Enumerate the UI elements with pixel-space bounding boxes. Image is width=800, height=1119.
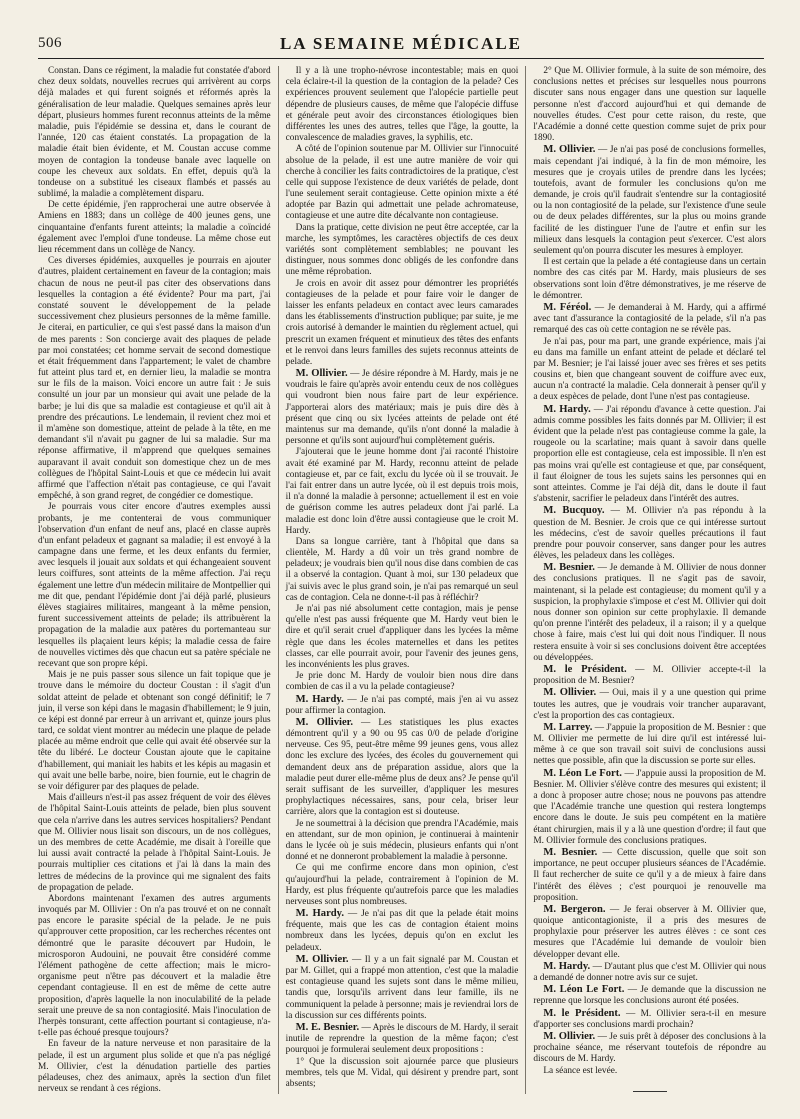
speaker-name: M. Ollivier. [543, 687, 597, 699]
closing-rule [633, 1091, 667, 1092]
speaker-name: M. Larrey. [543, 721, 593, 733]
paragraph [533, 1066, 766, 1077]
speaker-name: M. Hardy. [295, 908, 345, 920]
page-number: 506 [38, 35, 62, 51]
speaker-name: M. E. Besnier. [295, 1021, 360, 1033]
paragraph [286, 908, 519, 954]
paragraph [286, 954, 519, 1022]
speaker-name: M. Bucquoy. [543, 505, 605, 517]
journal-title: LA SEMAINE MÉDICALE [279, 34, 523, 53]
speaker-name: M. Ollivier. [295, 368, 348, 380]
paragraph-text: Mais je ne puis passer sous silence un fait topique que je trouve dans le mémoire du docteur Coustan : il s'agit d'un soldat atteint de pelade et obtenant son congé définitif; le 7 juin, il verse son képi dans le magasin d'habillement; le 9 juin, ce képi est donné par erreur à un arrivant et, quinze jours plus tard, ce soldat vient montrer au médecin une plaque de pelade placée au même endroit que celle qui avait été observée sur la tête du libéré. Le docteur Coustan ajoute que le capitaine d'habillement, qui maniait les habits et les képis au magasin et qui avait une belle barbe, noire, bien fournie, eut le chagrin de se voir défigurer par des plaques de pelade. [38, 670, 271, 792]
paragraph-text: Ces diverses épidémies, auxquelles je pourrais en ajouter d'autres, plaident certainement en faveur de la contagion; mais chacun de nous ne peut-il pas citer des observations dans lesquelles la contagion a été évidente? Pour ma part, j'ai constaté souvent le développement de la pelade successivement chez plusieurs personnes de la même famille. Je citerai, en particulier, ce qui s'est passé dans la maison d'un de mes parents : Son concierge avait des plaques de pelade par moi constatées; cet homme servait de second domestique et était fréquemment dans l'appartement; le valet de chambre fut atteint plus tard et, en dernier lieu, la maladie se montra sur le fils de la maison. Voici encore un autre fait : Je suis consulté un jour par un monsieur qui avait une pelade de la barbe; je lui dis que sa maladie est contagieuse et qu'il ait à prendre des précautions. Le lendemain, il revient chez moi et il m'amène son domestique, atteint de pelade à la tête, en me demandant s'il n'avait pu gagner de lui sa maladie. Sur ma réponse affirmative, il m'apprend que quelques semaines auparavant il avait conduit son domestique chez un de mes collègues de l'hôpital Saint-Louis et que ce médecin lui avait affirmé que l'affection n'était pas contagieuse, ce qui l'avait empêché, à son grand regret, de congédier ce domestique. [38, 256, 271, 502]
speaker-name: M. Féréol. [543, 301, 592, 313]
paragraph-text: De cette épidémie, j'en rapprocherai une autre observée à Amiens en 1883; dans un collège de 400 jeunes gens, une cinquantaine d'enfants furent atteints; la maladie a coïncidé également avec l'emploi d'une tondeuse. La même chose eut lieu récemment dans un collège de Nancy. [38, 200, 271, 255]
page-header [38, 28, 764, 68]
paragraph [533, 337, 766, 404]
paragraph [533, 722, 766, 768]
paragraph [533, 257, 766, 302]
paragraph [533, 1008, 766, 1031]
paragraph [286, 717, 519, 819]
paragraph-text: J'ajouterai que le jeune homme dont j'ai raconté l'histoire avait été examiné par M. Hardy, reconnu atteint de pelade contagieuse et, par ce fait, exclu du lycée où il se trouvait. Je l'ai fait entrer dans un autre lycée, où il est depuis trois mois, il n'a donné la maladie à personne; actuellement il est en voie de guérison comme les autres peladeux dont j'ai parlé. La maladie est donc loin d'être aussi contagieuse que le croit M. Hardy. [285, 447, 519, 536]
paragraph-text: — Je n'ai pas compté, mais j'en ai vu assez pour affirmer la contagion. [285, 694, 519, 716]
paragraph [533, 302, 766, 337]
paragraph [533, 505, 766, 562]
paragraph [533, 768, 766, 847]
paragraph-text: Dans la pratique, cette division ne peut être acceptée, car la marche, les symptômes, les caractères objectifs de ces deux variétés sont complètement semblables; ne pouvant les distinguer, nous sommes donc obligés de les confondre dans une même réprobation. [285, 222, 519, 278]
paragraph-text: Je prie donc M. Hardy de vouloir bien nous dire dans combien de cas il a vu la pelade contagieuse? [285, 671, 519, 693]
paragraph [286, 144, 519, 222]
paragraph [38, 670, 271, 793]
paragraph [286, 863, 519, 908]
paragraph [286, 368, 519, 447]
paragraph [38, 200, 271, 256]
paragraph-text: 2° Que M. Ollivier formule, à la suite de son mémoire, des conclusions nettes et précises sur lesquelles nous pourrons discuter sans nous engager dans une question sur laquelle personne n'est d'accord aujourd'hui et qui demande de nouvelles études. C'est pour cette raison, du reste, que l'Académie a donné cette question comme sujet de prix pour 1890. [533, 66, 767, 144]
paragraph [286, 671, 519, 693]
speaker-name: M. le Président. [543, 663, 627, 675]
paragraph [533, 1031, 766, 1066]
paragraph [38, 894, 271, 1039]
paragraph [286, 1022, 519, 1057]
paragraph-text: A côté de l'opinion soutenue par M. Ollivier sur l'innocuité absolue de la pelade, il est une autre manière de voir qui cherche à concilier les faits contradictoires de la pratique, c'est celle qui suppose l'existence de deux variétés de pelade, dont l'une seulement serait contagieuse. Cette opinion mixte a été adoptée par Bazin qui admettait une pelade achromateuse, contagieuse et une autre dite décalvante non contagieuse. [285, 144, 519, 222]
paragraph [533, 404, 766, 506]
speaker-name: M. Besnier. [543, 846, 598, 858]
paragraph-text: — Je suis prêt à déposer des conclusions à la prochaine séance, me réservant toutefois de répondre au discours de M. Hardy. [533, 1031, 767, 1065]
paragraph [286, 66, 519, 144]
paragraph [533, 984, 766, 1007]
speaker-name: M. Besnier. [543, 562, 595, 574]
speaker-name: M. Ollivier. [295, 716, 354, 728]
paragraph-text: — Les statistiques les plus exactes démontrent qu'il y a 90 ou 95 cas 0/0 de pelade d'origine nerveuse. Ces 95, peut-être même 99 jeunes gens, vous allez donc les exclure des lycées, des écoles du gouvernement qui demandent deux ans de préparation assidue, alors que la maladie peut durer elle-même plus de deux ans? Je pense qu'il serait suffisant de les surveiller, d'appliquer les mesures prophylactiques nécessaires, sans, pour cela, briser leur carrière, alors que la contagion est si douteuse. [285, 717, 519, 818]
speaker-name: M. Hardy. [543, 960, 591, 972]
paragraph-text: 1° Que la discussion soit ajournée parce que plusieurs membres, tels que M. Vidal, qui désirent y prendre part, sont absents; [285, 1056, 519, 1089]
paragraph-text: Il est certain que la pelade a été contagieuse dans un certain nombre des cas cités par M. Hardy, mais plusieurs de ses observations sont loin d'être démonstratives, je me réserve de le démontrer. [533, 257, 767, 301]
paragraph [533, 687, 766, 722]
speaker-name: M. le Président. [543, 1007, 621, 1019]
paragraph-text: Je n'ai pas nié absolument cette contagion, mais je pense qu'elle n'est pas aussi fréquente que M. Hardy veut bien le dire et qu'il serait cruel d'appliquer dans les lycées la même règle que dans les écoles maternelles et dans les petites classes, car elle pourrait avoir, pour l'avenir des jeunes gens, les inconvénients les plus graves. [285, 604, 519, 670]
paragraph [286, 279, 519, 369]
speaker-name: M. Léon Le Fort. [543, 767, 622, 779]
paragraph [286, 694, 519, 717]
paragraph-text: — Je n'ai pas posé de conclusions formelles, mais cependant j'ai indiqué, à la fin de mon mémoire, les mesures que je croyais utiles de prendre dans les lycées; toutefois, avant de formuler les conclusions qu'on me demande, je crois qu'il faudrait s'entendre sur la contagiosité ou la non contagiosité de la pelade, sur l'existence d'une seule ou de deux pelades différentes, sur la plus ou moins grande facilité de les distinguer l'une de l'autre et enfin sur les milieux dans lesquels la contagion peut s'exercer. C'est alors seulement qu'on pourra discuter les mesures à employer. [533, 145, 767, 256]
paragraph-text: Je n'ai pas, pour ma part, une grande expérience, mais j'ai eu dans ma famille un enfant atteint de pelade et déclaré tel par M. Besnier; je l'ai laissé jouer avec ses frères et ses petits cousins et, bien que changeant souvent de coiffure avec eux, aucun n'a contracté la maladie. Cela donnerait à penser qu'il y a deux espèces de pelade, dont l'une n'est pas contagieuse. [533, 336, 767, 403]
paragraph-text: Je crois en avoir dit assez pour démontrer les propriétés contagieuses de la pelade et pour faire voir le danger de laisser les enfants peladeux en contact avec leurs camarades dans les établissements d'instruction publique; par suite, je me crois autorisé à demander le maintien du règlement actuel, qui prescrit un examen fréquent et minutieux des têtes des enfants et le renvoi dans leurs familles des sujets reconnus atteints de pelade. [285, 278, 519, 367]
paragraph-text: — M. Ollivier sera-t-il en mesure d'apporter ses conclusions mardi prochain? [533, 1008, 767, 1030]
column-1 [38, 66, 278, 1094]
paragraph [533, 144, 766, 257]
paragraph [38, 502, 271, 670]
paragraph-text: — Je ferai observer à M. Ollivier que, quoique anticontagioniste, il a pris des mesures de prophylaxie pour préserver les autres élèves : ce sont ces mesures que l'Académie lui demande de vouloir bien développer devant elle. [533, 904, 767, 960]
speaker-name: M. Hardy. [543, 403, 591, 415]
paragraph [286, 1057, 519, 1091]
paragraph [533, 66, 766, 144]
paragraph [286, 447, 519, 537]
paragraph [533, 664, 766, 687]
paragraph-text: — Je demande à M. Ollivier de nous donner des conclusions pratiques. Il ne s'agit pas de savoir, maintenant, si la pelade est contagieuse; du moment qu'il y a suspicion, la prophylaxie s'impose et c'est M. Ollivier qui doit nous donner son opinion sur cette prophylaxie. Il demande qu'on prenne l'intérêt des peladeux, il a raison; il y a quelque chose à faire, mais c'est lui qui doit nous l'indiquer. Il nous restera ensuite à voir si ses conclusions doivent être acceptées ou développées. [533, 563, 767, 663]
paragraph [38, 256, 271, 502]
column-3 [525, 66, 766, 1094]
paragraph-text: La séance est levée. [543, 1065, 618, 1076]
paragraph-text: — M. Ollivier accepte-t-il la proposition de M. Besnier? [533, 664, 766, 687]
paragraph [286, 537, 519, 604]
paragraph-text: En faveur de la nature nerveuse et non parasitaire de la pelade, il est un argument plus solide et que n'a pas négligé M. Ollivier, c'est la dénudation partielle des parties péladeuses, chez des animaux, après la section d'un filet nerveux se rendant à ces régions. [38, 1039, 271, 1094]
paragraph [533, 961, 766, 984]
speaker-name: M. Léon Le Fort. [543, 984, 625, 996]
speaker-name: M. Ollivier. [295, 953, 349, 965]
paragraph-text: — Après le discours de M. Hardy, il serait inutile de reprendre la question de la même façon; c'est pourquoi je formulerai seulement deux propositions : [285, 1022, 519, 1056]
paragraph [38, 1039, 271, 1094]
paragraph-text: Mais d'ailleurs n'est-il pas assez fréquent de voir des élèves de l'hôpital Saint-Louis atteints de pelade, bien plus souvent que cela n'arrive dans les autres services hospitaliers? Pendant que M. Ollivier nous lisait son discours, un de nos collègues, un des membres de cette Académie, me disait à l'oreille que lui aussi avait contracté la pelade à l'hôpital Saint-Louis. Je pourrais multiplier ces citations et j'ai là dans la main des lettres de médecins de la province qui me signalent des faits de propagation de pelade. [38, 793, 271, 893]
speaker-name: M. Hardy. [295, 693, 344, 705]
paragraph [533, 562, 766, 664]
paragraph-text: — Je demanderai à M. Hardy, qui a affirmé avec tant d'assurance la contagiosité de la pelade, s'il n'a pas remarqué des cas où cette contagion ne se révèle pas. [533, 302, 767, 336]
column-2 [278, 66, 526, 1094]
speaker-name: M. Ollivier. [543, 1030, 596, 1042]
paragraph-text: Constan. Dans ce régiment, la maladie fut constatée d'abord chez deux soldats, nouvelles recrues qui arrivèrent au corps déjà malades et qui furent soignés et réformés après la généralisation de leur maladie. Quelques semaines après leur départ, plusieurs hommes furent reconnus atteints de la même maladie, puis l'épidémie se dessina et, dans le courant de l'année, 120 cas étaient constatés. La propagation de la maladie était bien évidente, et M. Coustan accuse comme moyen de contagion la tondeuse banale avec laquelle on coupe les cheveux aux soldats. En effet, depuis qu'à la tondeuse on a substitué les ciseaux flambés et passés au sublimé, la maladie a complètement disparu. [38, 66, 271, 200]
paragraph-text: — J'appuie aussi la proposition de M. Besnier. M. Ollivier s'élève contre des mesures qui existent; il a donc à proposer autre chose; nous ne pouvons pas attendre que l'Académie tranche une question qui restera longtemps encore dans le doute. Je suis peu compétent en la matière étant chirurgien, mais il y a là une question d'ordre; il faut que M. Ollivier formule des conclusions pratiques. [533, 768, 767, 846]
paragraph [533, 847, 766, 904]
paragraph [286, 604, 519, 671]
paragraph [286, 223, 519, 279]
text-columns [38, 66, 766, 1094]
paragraph-text: — Je désire répondre à M. Hardy, mais je ne voudrais le faire qu'après avoir entendu ceux de nos collègues qui voudront bien nous faire part de leur expérience. J'apporterai alors des matériaux; mais je puis dire dès à présent que cinq ou six lycées atteints de pelade ont été maintenus sur ma demande, qu'ils n'ont donné la maladie à personne et qu'ils sont aujourd'hui complètement guéris. [285, 369, 519, 447]
paragraph-text: — Oui, mais il y a une question qui prime toutes les autres, que je voudrais voir trancher auparavant, c'est la proportion des cas contagieux. [533, 688, 767, 721]
paragraph-text: — J'appuie la proposition de M. Besnier : que M. Ollivier me permette de lui dire qu'il est intéressé lui-même à ce que son travail soit suivi de conclusions aussi nettes que possible, afin que la discussion se porte sur elles. [533, 722, 767, 767]
paragraph-text: — M. Ollivier n'a pas répondu à la question de M. Besnier. Je crois que ce qui intéresse surtout les médecins, c'est de savoir quelles précautions il faut prendre pour pouvoir conserver, sans danger pour les autres élèves, les peladeux dans les collèges. [533, 506, 767, 562]
paragraph-text: — Je n'ai pas dit que la pelade était moins fréquente, mais que les cas de contagion étaient moins nombreux dans les lycées, depuis qu'on en exclut les peladeux. [285, 909, 519, 953]
paragraph-text: — Il y a un fait signalé par M. Coustan et par M. Gillet, qui a frappé mon attention, c'est que la maladie est contagieuse quand les sujets sont dans le même milieu, tandis que, lorsqu'ils arrivent dans leur famille, ils ne communiquent la pelade à personne; mais je reviendrai lors de la discussion sur ces différents points. [285, 954, 519, 1021]
paragraph-text: Il y a là une tropho-névrose incontestable; mais en quoi cela éclaire-t-il la question de la contagion de la pelade? Ces expériences prouvent seulement que l'alopécie partielle peut dépendre de plusieurs causes, de même que l'alopécie diffuse et générale peut avoir des circonstances étiologiques bien différentes les unes des autres, telles que l'âge, la goutte, la convalescence de maladies graves, la syphilis, etc. [285, 66, 519, 144]
paragraph-text: Je ne soumettrai à la décision que prendra l'Académie, mais en attendant, sur de mon opinion, je continuerai à maintenir dans le lycée où je suis médecin, plusieurs enfants qui n'ont donné et ne donneront probablement la maladie à personne. [285, 818, 519, 863]
paragraph-text: — Je demande que la discussion ne reprenne que lorsque les conclusions auront été posées. [533, 985, 767, 1007]
paragraph-text: Ce qui me confirme encore dans mon opinion, c'est qu'aujourd'hui la pelade, contrairement à l'opinion de M. Hardy, est plus fréquente qu'autrefois parce que les maladies nerveuses sont plus nombreuses. [285, 863, 519, 907]
paragraph-text: Dans sa longue carrière, tant à l'hôpital que dans sa clientèle, M. Hardy a dû voir un très grand nombre de peladeux; je voudrais bien qu'il nous dise dans combien de cas il a observé la contagion. Quant à moi, sur 130 peladeux que j'ai suivis avec le plus grand soin, je n'ai pas remarqué un seul cas de contagion. Cela ne donne-t-il pas à réfléchir? [285, 536, 519, 603]
paragraph-text: — Cette discussion, quelle que soit son importance, ne peut occuper plusieurs séances de l'Académie. Il faut rechercher de suite ce qu'il y a de mieux à faire dans l'intérêt des élèves ; c'est pourquoi je renouvelle ma proposition. [533, 847, 767, 903]
speaker-name: M. Ollivier. [543, 144, 596, 156]
speaker-name: M. Bergeron. [543, 903, 606, 915]
paragraph [286, 819, 519, 864]
paragraph [38, 66, 271, 200]
paragraph-text: — J'ai répondu d'avance à cette question. J'ai admis comme possibles les faits donnés par M. Ollivier; il est évident que la pelade n'est pas contagieuse comme la gale, la rougeole ou la scarlatine; mais quant à savoir dans quelle proportion elle est contagieuse, cela est impossible. Il n'en est pas moins vrai qu'elle est contagieuse et que, par conséquent, il faut éloigner de tous les sujets sains les personnes qui en sont atteintes. Comme je l'ai déjà dit, dans le doute il faut s'abstenir, sacrifier le peladeux dans l'intérêt des autres. [533, 404, 767, 505]
header-rule [38, 58, 764, 59]
paragraph-text: Je pourrais vous citer encore d'autres exemples aussi probants, je me contenterai de vous communiquer l'observation d'un enfant de neuf ans, placé en classe auprès d'un enfant peladeux et gagnant sa maladie; il est envoyé à la campagne dans une ferme, et les deux enfants du fermier, avec lesquels il jouait aux soldats et qui échangeaient souvent leurs coiffures, sont atteints de la même affection. J'ai reçu également une lettre d'un médecin militaire de Montpellier qui me dit que, pendant l'épidémie dont j'ai déjà parlé, plusieurs élèves stagiaires militaires, mangeant à la même pension, furent successivement atteints de pelade; ils attribuèrent la propagation de la maladie aux patères du portemanteau sur lesquelles ils plaçaient leurs képis; la maladie cessa de faire de nouvelles victimes dès que chacun eut sa patère spéciale ne recevant que son propre képi. [38, 502, 271, 669]
paragraph-text: Abordons maintenant l'examen des autres arguments invoqués par M. Ollivier : On n'a pas trouvé et on ne connaît pas encore le parasite spécial de la pelade. Je ne puis qu'approuver cette proposition, car les recherches récentes ont démontré que le parasite découvert par Hudoin, le microsporon Audouini, ne pouvait être considéré comme l'élément pathogène de cette affection; mais le micro-organisme peut n'être pas découvert et la maladie être cependant contagieuse. Il en est de même de cette autre proposition, d'après laquelle la non inoculabilité de la pelade serait une preuve de sa non contagiosité. Mais l'inoculation de l'herpès tonsurant, cette affection pourtant si contagieuse, n'a-t-elle pas échoué presque toujours? [38, 893, 271, 1039]
paragraph-text: — D'autant plus que c'est M. Ollivier qui nous a demandé de donner notre avis sur ce sujet. [533, 961, 766, 983]
paragraph [38, 793, 271, 894]
paragraph [533, 904, 766, 961]
